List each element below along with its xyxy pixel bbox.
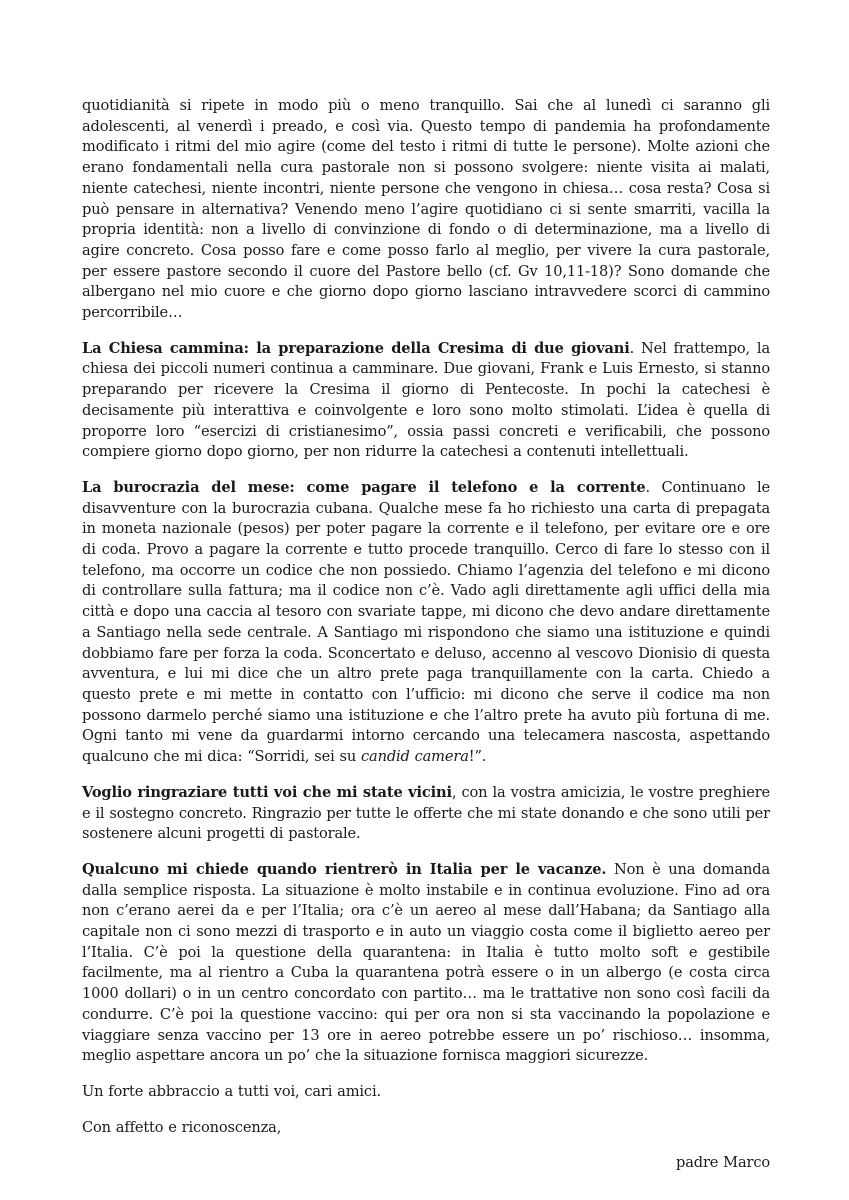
paragraph-text: . Continuano le disavventure con la burocrazia cubana. Qualche mese fa ho richiesto una carta di prepagata in moneta nazionale (pesos) per poter pagare la corrente e il telefono, per evitare ore e ore di coda. Provo a pagare la corrente e tutto procede tranquillo. Cerco di fare lo stesso con il telefono, ma occorre un codice che non possiedo. Chiamo l’agenzia del telefono e mi dicono di controllare sulla fattura; ma il codice non c’è. Vado agli direttamente agli uffici della mia città e dopo una caccia al tesoro con svariate tappe, mi dicono che devo andare direttamente a Santiago nella sede centrale. A Santiago mi rispondono che siamo una istituzione e quindi dobbiamo fare per forza la coda. Sconcertato e deluso, accenno al vescovo Dionisio di questa avventura, e lui mi dice che un altro prete paga tranquillamente con la carta. Chiedo a questo prete e mi mette in contatto con l’ufficio: mi dicono che serve il codice ma non possono darmelo perché siamo una istituzione e che l’altro prete ha avuto più fortuna di me. Ogni tanto mi vene da guardarmi intorno cercando una telecamera nascosta, aspettando qualcuno che mi dica: “Sorridi, sei su xyxy=(82,478,770,766)
paragraph-text: quotidianità si ripete in modo più o meno tranquillo. Sai che al lunedì ci saranno gli adolescenti, al venerdì i preado, e così via. Questo tempo di pandemia ha profondamente modificato i ritmi del mio agire (come del testo i ritmi di tutte le persone). Molte azioni che erano fondamentali nella cura pastorale non si possono svolgere: niente visita ai malati, niente catechesi, niente incontri, niente persone che vengono in chiesa… cosa resta? Cosa si può pensare in alternativa? Venendo meno l’agire quotidiano ci si sente smarriti, vacilla la propria identità: non a livello di convinzione di fondo o di determinazione, ma a livello di agire concreto. Cosa posso fare e come posso farlo al meglio, per vivere la cura pastorale, per essere pastore secondo il cuore del Pastore bello (cf. Gv 10,11-18)? Sono domande che albergano nel mio cuore e che giorno dopo giorno lasciano intravvedere scorci di cammino percorribile… xyxy=(82,97,770,322)
paragraph-text-tail: !”. xyxy=(468,748,487,766)
paragraph-bureaucracy xyxy=(82,478,770,768)
paragraph-text: Con affetto e riconoscenza, xyxy=(82,1118,282,1136)
italic-phrase: candid camera xyxy=(361,748,469,766)
paragraph-text: , con la vostra amicizia, le vostre preghiere e il sostegno concreto. Ringrazio per tutte le offerte che mi state donando e che sono utili per sostenere alcuni progetti di pastorale. xyxy=(82,783,771,843)
section-heading: Voglio ringraziare tutti voi che mi state vicini xyxy=(82,783,452,801)
section-heading: La Chiesa cammina: la preparazione della Cresima di due giovani xyxy=(82,339,630,357)
paragraph-valediction xyxy=(82,1118,770,1139)
section-heading: Qualcuno mi chiede quando rientrerò in Italia per le vacanze. xyxy=(82,860,607,878)
paragraph-pastoral-reflection xyxy=(82,96,770,324)
signature: padre Marco xyxy=(676,1154,770,1172)
paragraph-text: Non è una domanda dalla semplice risposta. La situazione è molto instabile e in continua evoluzione. Fino ad ora non c’erano aerei da e per l’Italia; ora c’è un aereo al mese dall’Habana; da Santiago alla capitale non ci sono mezzi di trasporto e in auto un viaggio costa come il biglietto aereo per l’Italia. C’è poi la questione della quarantena: in Italia è tutto molto soft e gestibile facilmente, ma al rientro a Cuba la quarantena potrà essere o in un albergo (e costa circa 1000 dollari) o in un centro concordato con partito… ma le trattative non sono così facili da condurre. C’è poi la questione vaccino: qui per ora non si sta vaccinando la popolazione e viaggiare senza vaccino per 13 ore in aereo potrebbe essere un po’ rischioso… insomma, meglio aspettare ancora un po’ che la situazione fornisca maggiori sicurezze. xyxy=(82,860,770,1065)
paragraph-text: Un forte abbraccio a tutti voi, cari amici. xyxy=(82,1082,381,1100)
paragraph-confirmation xyxy=(82,339,770,463)
section-heading: La burocrazia del mese: come pagare il telefono e la corrente xyxy=(82,478,646,496)
paragraph-thanks xyxy=(82,783,770,845)
paragraph-return-italy xyxy=(82,860,770,1067)
paragraph-text: . Nel frattempo, la chiesa dei piccoli numeri continua a camminare. Due giovani, Frank e Luis Ernesto, si stanno preparando per ricevere la Cresima il giorno di Pentecoste. In pochi la catechesi è decisamente più interattiva e coinvolgente e loro sono molto stimolati. L’idea è quella di proporre loro “esercizi di cristianesimo”, ossia passi concreti e verificabili, che possono compiere giorno dopo giorno, per non ridurre la catechesi a contenuti intellettuali. xyxy=(82,339,770,461)
paragraph-closing-greeting xyxy=(82,1082,770,1103)
